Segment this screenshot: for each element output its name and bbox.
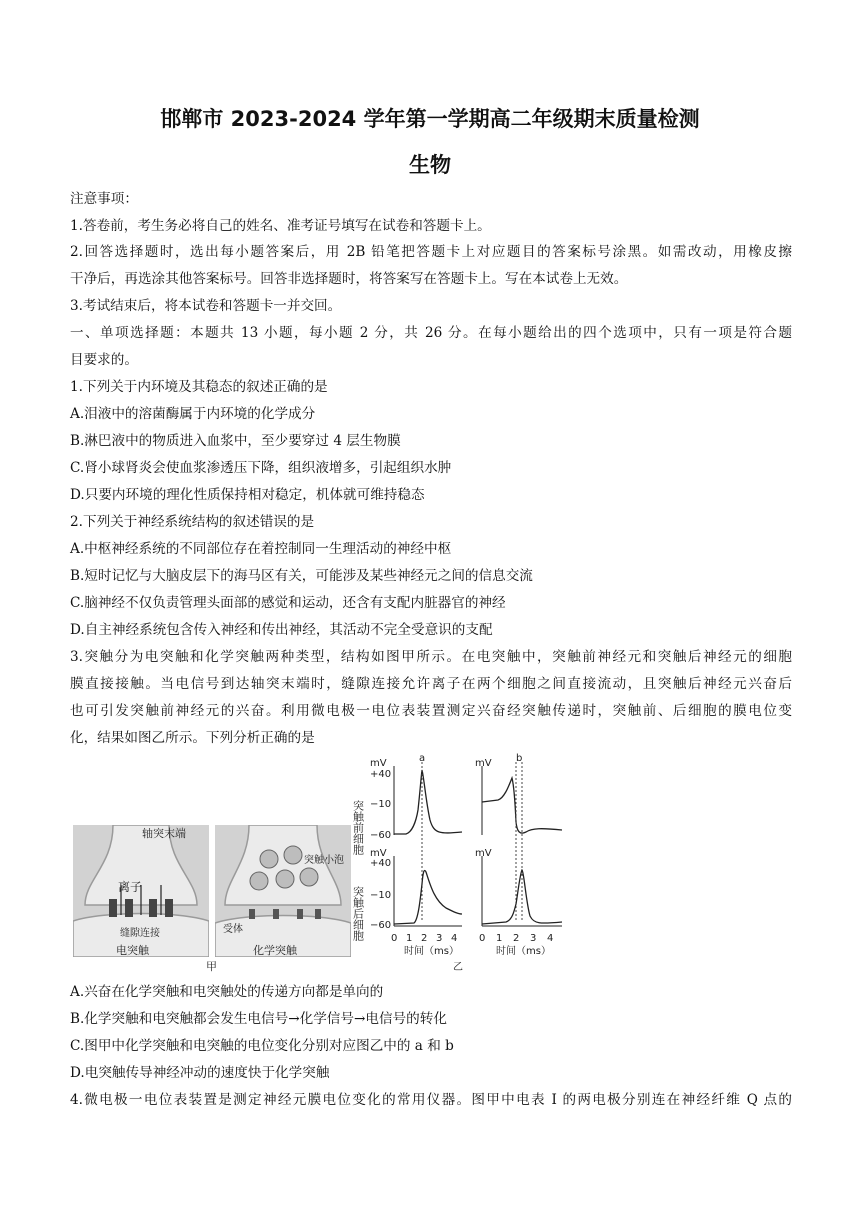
section-1-line-2: 目要求的。: [70, 352, 138, 368]
notice-item-3: 3.考试结束后，将本试卷和答题卡一并交回。: [70, 298, 342, 314]
unit-mv-br: mV: [475, 848, 492, 859]
q2-option-a: A.中枢神经系统的不同部位存在着控制同一生理活动的神经中枢: [70, 541, 452, 557]
q1-option-d: D.只要内环境的理化性质保持相对稳定，机体就可维持稳态: [70, 487, 425, 503]
tick-m10-bl: −10: [370, 890, 392, 901]
q3-option-c: C.图甲中化学突触和电突触的电位变化分别对应图乙中的 a 和 b: [70, 1038, 454, 1054]
marker-b: b: [516, 753, 523, 764]
x-tick-l-1: 1: [406, 933, 413, 944]
x-tick-l-0: 0: [391, 933, 398, 944]
x-label-left: 时间（ms）: [404, 946, 459, 957]
label-gap-junction: 缝隙连接: [120, 928, 160, 939]
x-tick-r-0: 0: [479, 933, 486, 944]
tick-m60-tl: −60: [370, 830, 392, 841]
q1-option-b: B.淋巴液中的物质进入血浆中，至少要穿过 4 层生物膜: [70, 433, 401, 449]
tick-p40-bl: +40: [370, 858, 392, 869]
q2-option-d: D.自主神经系统包含传入神经和传出神经，其活动不完全受意识的支配: [70, 622, 493, 638]
unit-mv-tl: mV: [370, 758, 387, 769]
post-cell-label: 突触后细胞: [351, 886, 365, 941]
trace-pre-a: [394, 770, 462, 834]
exam-title: 邯郸市 2023-2024 学年第一学期高二年级期末质量检测: [160, 107, 700, 131]
x-tick-r-1: 1: [496, 933, 503, 944]
caption-jia: 甲: [206, 960, 217, 973]
label-ion: 离子: [118, 880, 143, 894]
marker-a: a: [419, 753, 426, 764]
notice-item-1: 1.答卷前，考生务必将自己的姓名、准考证号填写在试卷和答题卡上。: [70, 218, 491, 234]
q1-option-c: C.肾小球肾炎会使血浆渗透压下降，组织液增多，引起组织水肿: [70, 460, 452, 476]
label-chemical-synapse: 化学突触: [253, 944, 297, 957]
q3-option-b: B.化学突触和电突触都会发生电信号→化学信号→电信号的转化: [70, 1011, 447, 1027]
label-synaptic-vesicle: 突触小泡: [304, 855, 344, 866]
tick-m10-tl: −10: [370, 799, 392, 810]
q2-option-b: B.短时记忆与大脑皮层下的海马区有关，可能涉及某些神经元之间的信息交流: [70, 568, 533, 584]
x-tick-l-4: 4: [451, 933, 458, 944]
notice-item-2-line-1: 2.回答选择题时，选出每小题答案后，用 2B 铅笔把答题卡上对应题目的答案标号涂黑。如需改动，用橡皮擦: [70, 244, 792, 260]
q2-stem: 2.下列关于神经系统结构的叙述错误的是: [70, 514, 315, 530]
x-tick-l-2: 2: [421, 933, 428, 944]
subject-title: 生物: [409, 153, 451, 177]
q3-stem-line-3: 也可引发突触前神经元的兴奋。利用微电极一电位表装置测定兴奋经突触传递时，突触前、后细胞的膜电位变: [70, 703, 792, 719]
label-electric-synapse: 电突触: [116, 944, 149, 957]
x-tick-r-3: 3: [530, 933, 537, 944]
trace-post-a: [394, 871, 462, 925]
label-receptor: 受体: [223, 924, 243, 935]
unit-mv-bl: mV: [370, 848, 387, 859]
q3-figure: [70, 752, 570, 977]
x-label-right: 时间（ms）: [496, 946, 551, 957]
chemical-synapse-illustration: [215, 825, 351, 957]
tick-m60-bl: −60: [370, 920, 392, 931]
pre-cell-label: 突触前细胞: [351, 800, 365, 855]
x-tick-r-2: 2: [513, 933, 520, 944]
q3-stem-line-2: 膜直接接触。当电信号到达轴突末端时，缝隙连接允许离子在两个细胞之间直接流动，且突触后神经元兴奋后: [70, 676, 792, 692]
caption-yi: 乙: [453, 962, 463, 973]
notice-item-2-line-2: 干净后，再选涂其他答案标号。回答非选择题时，将答案写在答题卡上。写在本试卷上无效。: [70, 271, 628, 287]
q1-option-a: A.泪液中的溶菌酶属于内环境的化学成分: [70, 406, 316, 422]
notice-heading: 注意事项：: [70, 191, 138, 207]
label-axon-terminal: 轴突末端: [142, 827, 186, 840]
unit-mv-tr: mV: [475, 758, 492, 769]
q3-stem-line-4: 化，结果如图乙所示。下列分析正确的是: [70, 730, 315, 746]
q3-option-a: A.兴奋在化学突触和电突触处的传递方向都是单向的: [70, 984, 384, 1000]
membrane-potential-graphs: [350, 752, 568, 974]
tick-p40-tl: +40: [370, 769, 392, 780]
x-tick-l-3: 3: [436, 933, 443, 944]
q3-stem-line-1: 3.突触分为电突触和化学突触两种类型，结构如图甲所示。在电突触中，突触前神经元和突触后神经元的细胞: [70, 649, 792, 665]
section-1-line-1: 一、单项选择题：本题共 13 小题，每小题 2 分，共 26 分。在每小题给出的四个选项中，只有一项是符合题: [70, 325, 792, 341]
q4-stem-line-1: 4.微电极一电位表装置是测定神经元膜电位变化的常用仪器。图甲中电表 I 的两电极分别连在神经纤维 Q 点的: [70, 1092, 792, 1108]
q2-option-c: C.脑神经不仅负责管理头面部的感觉和运动，还含有支配内脏器官的神经: [70, 595, 506, 611]
q3-option-d: D.电突触传导神经冲动的速度快于化学突触: [70, 1065, 330, 1081]
q1-stem: 1.下列关于内环境及其稳态的叙述正确的是: [70, 379, 328, 395]
x-tick-r-4: 4: [547, 933, 554, 944]
